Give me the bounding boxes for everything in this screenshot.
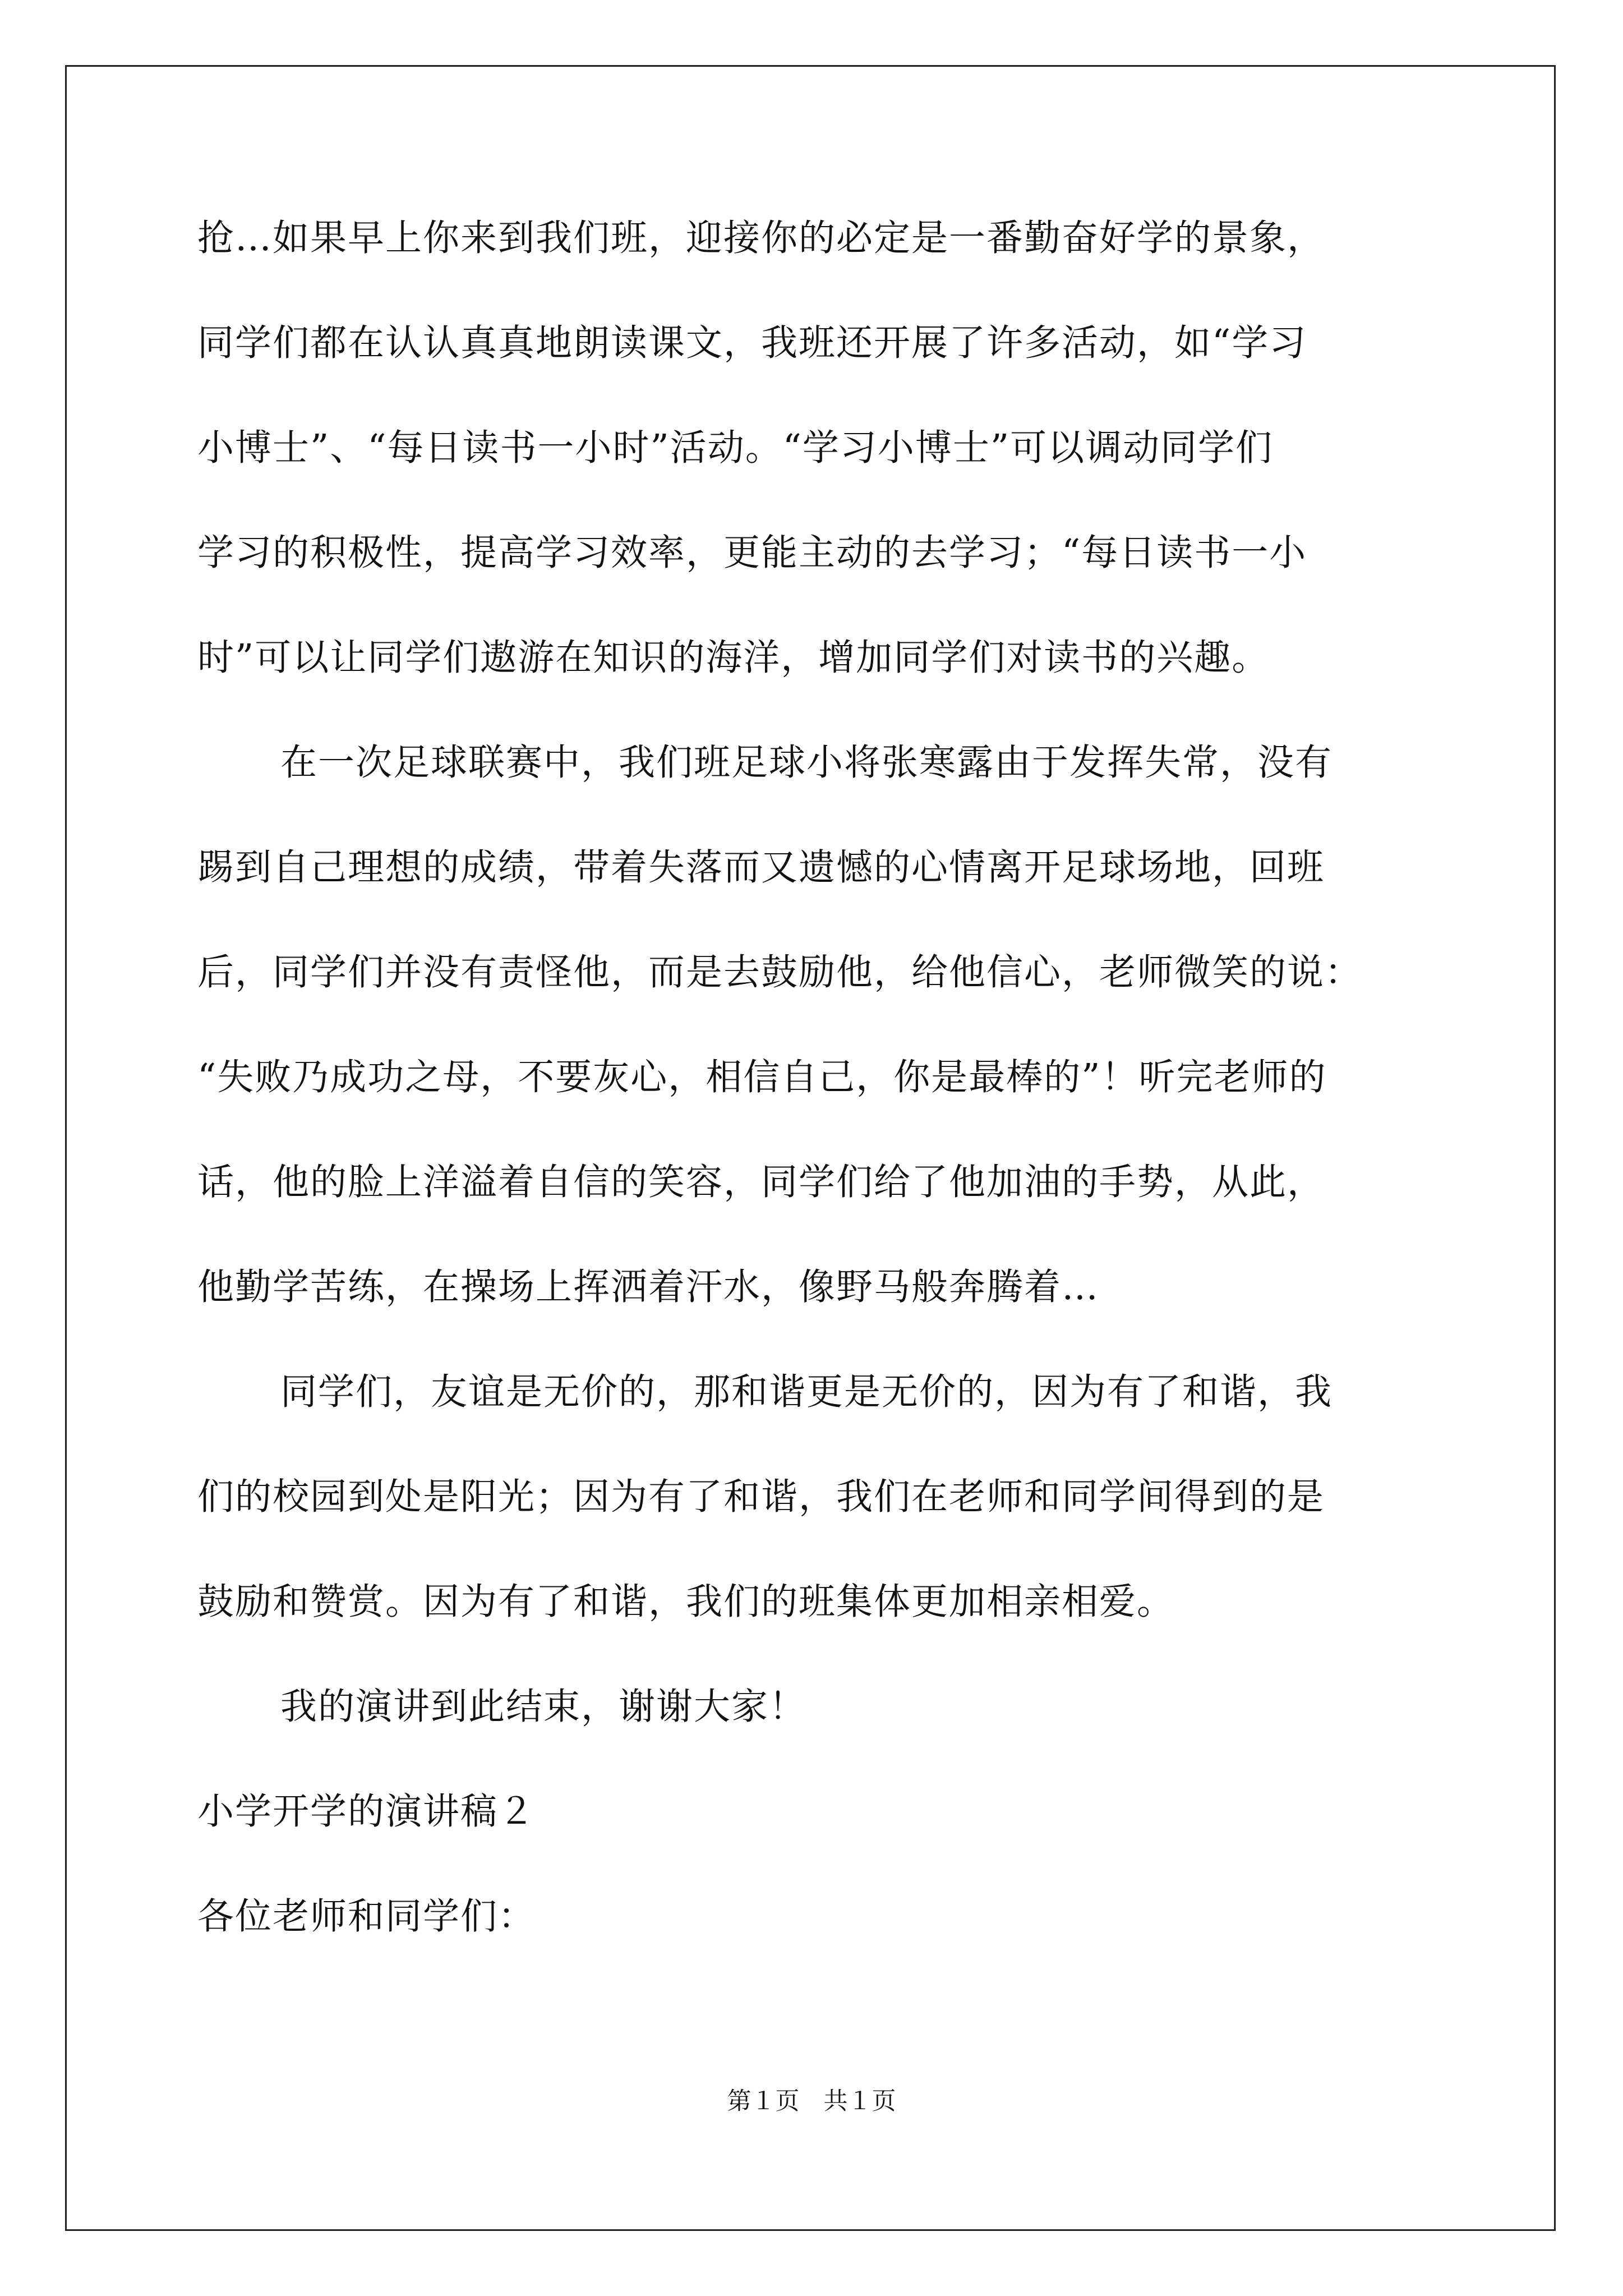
text-line-11: 他勤学苦练，在操场上挥洒着汗水，像野马般奔腾着… xyxy=(197,1266,1100,1308)
text-line-9: “失败乃成功之母，不要灰心，相信自己，你是最棒的”！听完老师的 xyxy=(197,1056,1327,1098)
section-heading: 小学开学的演讲稿２ xyxy=(197,1791,536,1833)
text-line-12: 同学们，友谊是无价的，那和谐更是无价的，因为有了和谐，我 xyxy=(280,1371,1333,1413)
document-body xyxy=(197,217,1431,2003)
text-line-14: 鼓励和赞赏。因为有了和谐，我们的班集体更加相亲相爱。 xyxy=(197,1581,1175,1623)
text-line-8: 后，同学们并没有责怪他，而是去鼓励他，给他信心，老师微笑的说： xyxy=(197,951,1363,993)
text-line-1: 抢…如果早上你来到我们班，迎接你的必定是一番勤奋好学的景象， xyxy=(197,217,1325,259)
salutation-line: 各位老师和同学们： xyxy=(197,1895,536,1938)
text-line-10: 话，他的脸上洋溢着自信的笑容，同学们给了他加油的手势，从此， xyxy=(197,1161,1325,1203)
text-line-4: 学习的积极性，提高学习效率，更能主动的去学习；“每日读书一小 xyxy=(197,532,1307,574)
page-footer: 第１页 共１页 xyxy=(727,2087,896,2115)
text-line-5: 时”可以让同学们遨游在知识的海洋，增加同学们对读书的兴趣。 xyxy=(197,637,1270,679)
closing-line: 我的演讲到此结束，谢谢大家！ xyxy=(280,1686,807,1728)
text-line-2: 同学们都在认认真真地朗读课文，我班还开展了许多活动，如“学习 xyxy=(197,322,1307,364)
text-line-6: 在一次足球联赛中，我们班足球小将张寒露由于发挥失常，没有 xyxy=(280,742,1333,784)
text-line-13: 们的校园到处是阳光；因为有了和谐，我们在老师和同学间得到的是 xyxy=(197,1476,1325,1518)
text-line-7: 踢到自己理想的成绩，带着失落而又遗憾的心情离开足球场地，回班 xyxy=(197,846,1325,889)
text-line-3: 小博士”、“每日读书一小时”活动。“学习小博士”可以调动同学们 xyxy=(197,427,1274,469)
